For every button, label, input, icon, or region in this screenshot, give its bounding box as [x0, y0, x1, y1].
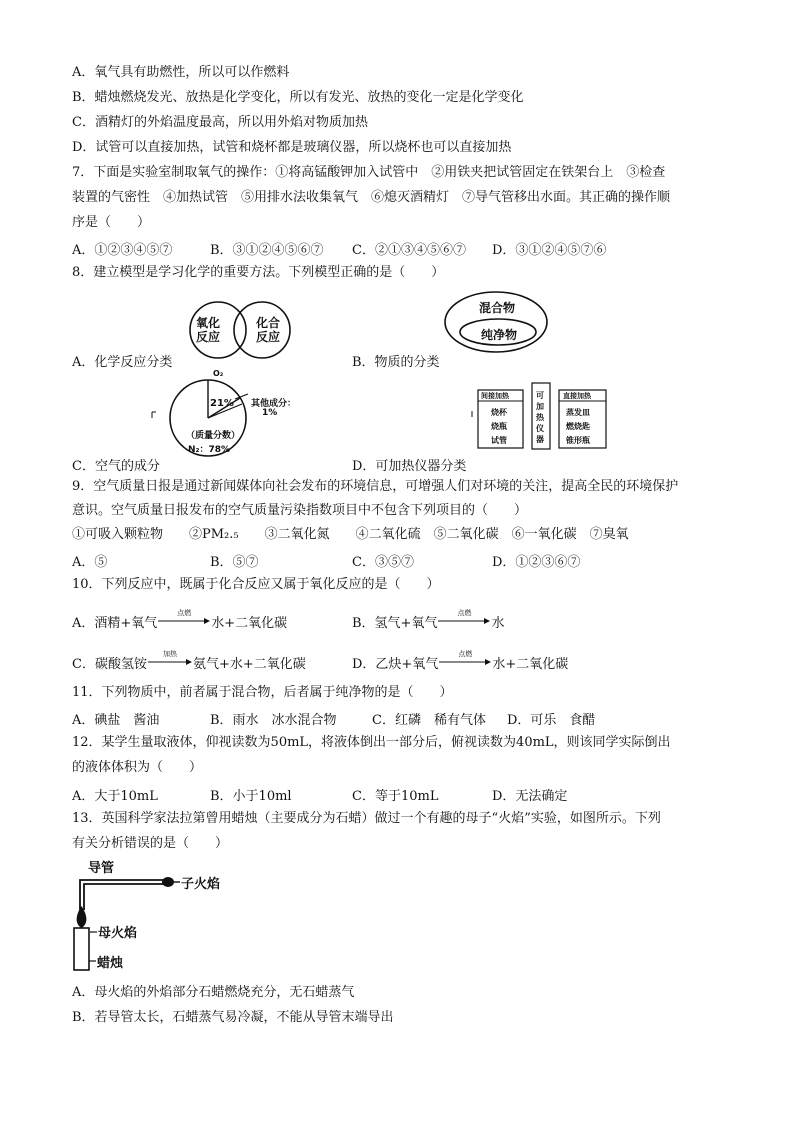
tube-label: 导管	[88, 861, 115, 876]
q9-stem-line2: 意识。空气质量日报发布的空气质量污染指数项目中不包含下列项目的（ ）	[72, 503, 528, 518]
q13-option-b: B．若导管太长，石蜡蒸气易冷凝，不能从导管末端导出	[72, 1010, 394, 1025]
heatable-instruments-label: 可加热仪器	[536, 391, 544, 444]
q7-option-c: C．②①③④⑤⑥⑦	[352, 243, 466, 258]
other-percent-label: 1%	[262, 408, 278, 418]
other-components-label: 其他成分：	[251, 399, 297, 409]
q9-option-a: A．⑤	[72, 555, 108, 570]
n2-label: N₂：78%	[188, 445, 231, 455]
q10-a-reactants: A．酒精+氧气	[72, 616, 158, 631]
q10-d-reactants: D．乙炔+氧气	[352, 657, 439, 672]
combination-reaction-label: 化合 反应	[256, 316, 281, 344]
q12-option-a: A．大于10mL	[72, 789, 158, 804]
q10-a-products: 水+二氧化碳	[211, 616, 288, 631]
q9-option-d: D．①②③⑥⑦	[492, 555, 581, 570]
q13-option-a: A．母火焰的外焰部分石蜡燃烧充分，无石蜡蒸气	[72, 985, 355, 1000]
q7-option-b: B．③①②④⑤⑥⑦	[210, 243, 324, 258]
q10-b-products: 水	[491, 616, 505, 631]
q6-option-d: D．试管可以直接加热，试管和烧杯都是玻璃仪器，所以烧杯也可以直接加热	[72, 140, 512, 155]
indirect-item-3: 试管	[491, 436, 507, 445]
q9-option-b: B．⑤⑦	[210, 555, 259, 570]
q11-option-c: C．红磷 稀有气体	[372, 713, 486, 728]
reaction-condition: 点燃	[457, 609, 472, 617]
q8-option-b: B．物质的分类	[352, 355, 440, 370]
q9-stem-line1: 9．空气质量日报是通过新闻媒体向社会发布的环境信息，可增强人们对环境的关注，提高全民的环境保护	[72, 479, 679, 494]
reaction-arrow-icon	[157, 609, 211, 630]
child-flame-label: 子火焰	[181, 877, 221, 892]
candle-experiment-figure	[70, 858, 180, 976]
pure-substance-label: 纯净物	[481, 328, 518, 342]
direct-heating-label: 直接加热	[563, 392, 591, 400]
q6-option-a: A．氧气具有助燃性，所以可以作燃料	[72, 65, 290, 80]
q13-stem-line2: 有关分析错误的是（ ）	[72, 836, 229, 851]
q12-option-d: D．无法确定	[492, 789, 568, 804]
q7-stem-line2: 装置的气密性 ④加热试管 ⑤用排水法收集氧气 ⑥熄灭酒精灯 ⑦导气管移出水面。其正确的操作顺	[72, 190, 671, 205]
reaction-condition: 点燃	[177, 609, 192, 617]
q10-b-reactants: B．氢气+氧气	[352, 616, 438, 631]
q12-stem-line2: 的液体体积为（ ）	[72, 760, 203, 775]
direct-item-1: 蒸发皿	[566, 408, 590, 417]
reaction-condition: 点燃	[458, 650, 473, 658]
direct-item-3: 锥形瓶	[566, 436, 590, 445]
q10-option-b	[352, 609, 505, 631]
q8-option-c: C．空气的成分	[72, 459, 160, 474]
q13-stem-line1: 13．英国科学家法拉第曾用蜡烛（主要成分为石蜡）做过一个有趣的母子“火焰”实验，如图所示。下列	[72, 811, 661, 826]
q10-c-reactants: C．碳酸氢铵	[72, 657, 147, 672]
mass-fraction-label: （质量分数）	[186, 431, 241, 441]
indirect-item-1: 烧杯	[491, 408, 507, 417]
oxidation-reaction-label: 氧化 反应	[196, 316, 221, 344]
q9-items: ①可吸入颗粒物 ②PM₂.₅ ③二氧化氮 ④二氧化硫 ⑤二氧化碳 ⑥一氧化碳 ⑦臭氧	[72, 527, 629, 542]
q10-option-d	[352, 650, 569, 672]
reaction-arrow-icon	[147, 650, 193, 671]
o2-label: O₂	[213, 369, 224, 378]
q12-option-b: B．小于10ml	[210, 789, 292, 804]
q11-option-a: A．碘盐 酱油	[72, 713, 160, 728]
q10-c-products: 氨气+水+二氧化碳	[192, 657, 306, 672]
q8-option-a: A．化学反应分类	[72, 355, 173, 370]
q10-stem: 10．下列反应中，既属于化合反应又属于氧化反应的是（ ）	[72, 577, 440, 592]
q6-option-b: B．蜡烛燃烧发光、放热是化学变化，所以有发光、放热的变化一定是化学变化	[72, 90, 524, 105]
direct-item-2: 燃烧匙	[566, 422, 590, 431]
mixture-label: 混合物	[479, 301, 516, 315]
q9-option-c: C．③⑤⑦	[352, 555, 414, 570]
q10-option-c	[72, 650, 306, 672]
q11-option-b: B．雨水 冰水混合物	[210, 713, 337, 728]
q12-stem-line1: 12．某学生量取液体，仰视读数为50mL，将液体倒出一部分后，俯视读数为40mL，则该同学实际倒出	[72, 735, 671, 750]
q8-stem: 8．建立模型是学习化学的重要方法。下列模型正确的是（ ）	[72, 265, 445, 280]
q7-option-d: D．③①②④⑤⑦⑥	[492, 243, 607, 258]
q8-option-d: D．可加热仪器分类	[352, 459, 467, 474]
q11-stem: 11．下列物质中，前者属于混合物，后者属于纯净物的是（ ）	[72, 685, 453, 700]
o2-percent-label: 21%	[210, 398, 234, 409]
q10-option-a	[72, 609, 288, 631]
q10-d-products: 水+二氧化碳	[492, 657, 569, 672]
reaction-arrow-icon	[437, 609, 491, 630]
reaction-condition: 加热	[162, 650, 177, 658]
q7-stem-line3: 序是（ ）	[72, 215, 151, 230]
q12-option-c: C．等于10mL	[352, 789, 439, 804]
mother-flame-label: 母火焰	[98, 926, 138, 941]
q7-stem-line1: 7．下面是实验室制取氧气的操作：①将高锰酸钾加入试管中 ②用铁夹把试管固定在铁架台上 ③检查	[72, 165, 666, 180]
q6-option-c: C．酒精灯的外焰温度最高，所以用外焰对物质加热	[72, 115, 368, 130]
q11-option-d: D．可乐 食醋	[507, 713, 596, 728]
q7-option-a: A．①②③④⑤⑦	[72, 243, 173, 258]
candle-label: 蜡烛	[97, 956, 124, 971]
indirect-heating-label: 间接加热	[481, 392, 509, 400]
indirect-item-2: 烧瓶	[491, 422, 507, 431]
reaction-arrow-icon	[438, 650, 492, 671]
